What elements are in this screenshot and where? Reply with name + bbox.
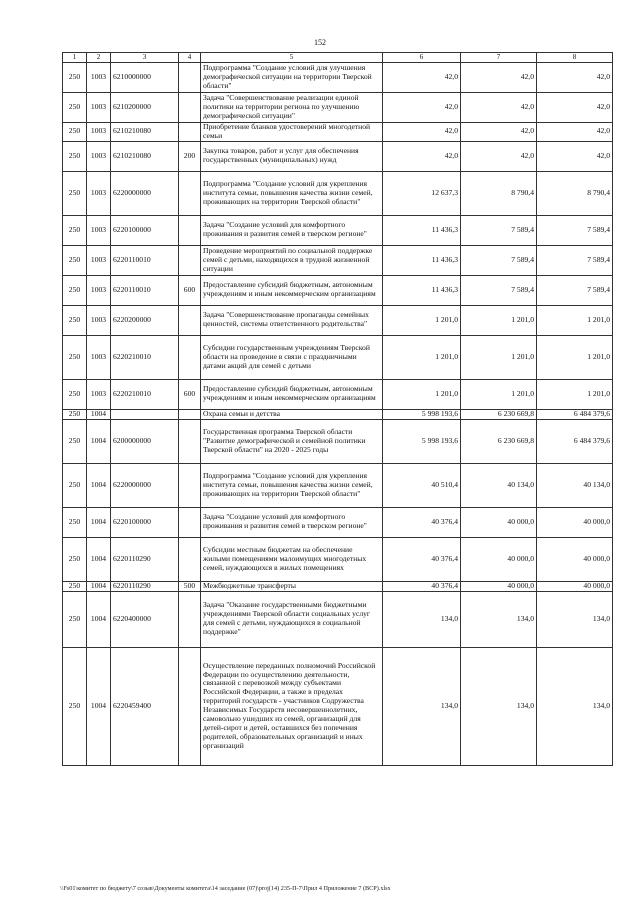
amount-col8-cell: 40 134,0	[537, 463, 613, 507]
amount-col6-cell: 134,0	[383, 591, 461, 647]
target-article-cell: 6220110290	[111, 581, 179, 591]
table-row	[63, 63, 613, 93]
amount-col7-cell: 42,0	[461, 123, 537, 142]
table-row	[63, 305, 613, 335]
item-name-cell: Государственная программа Тверской области "Развитие демографической и семейной политики Тверской области" на 2020 - 2025 годы	[201, 419, 383, 463]
admin-code-cell: 250	[63, 409, 87, 419]
amount-col8-cell: 1 201,0	[537, 335, 613, 379]
expense-type-cell: 500	[179, 581, 201, 591]
amount-col6-cell: 40 376,4	[383, 507, 461, 537]
item-name-cell: Осуществление переданных полномочий Российской Федерации по осуществлению деятельности, связанной с перевозкой между субъектами Российской Федерации, а также в пределах территорий государств - участников Содружества Независимых Государств несовершеннолетних, самовольно ушедших из семей, организаций для детей-сирот и детей, оставшихся без попечения родителей, образовательных организаций и иных организаций	[201, 647, 383, 765]
amount-col6-cell: 40 376,4	[383, 537, 461, 581]
amount-col7-cell: 40 000,0	[461, 507, 537, 537]
amount-col7-cell: 40 000,0	[461, 581, 537, 591]
section-code-cell: 1004	[87, 591, 111, 647]
target-article-cell: 6220210010	[111, 335, 179, 379]
expense-type-cell: 600	[179, 275, 201, 305]
item-name-cell: Закупка товаров, работ и услуг для обеспечения государственных (муниципальных) нужд	[201, 141, 383, 171]
admin-code-cell: 250	[63, 171, 87, 215]
target-article-cell: 6220000000	[111, 463, 179, 507]
amount-col8-cell: 6 484 379,6	[537, 409, 613, 419]
item-name-cell: Межбюджетные трансферты	[201, 581, 383, 591]
amount-col8-cell: 8 790,4	[537, 171, 613, 215]
amount-col7-cell: 1 201,0	[461, 305, 537, 335]
admin-code-cell: 250	[63, 141, 87, 171]
section-code-cell: 1004	[87, 409, 111, 419]
target-article-cell: 6220459400	[111, 647, 179, 765]
admin-code-cell: 250	[63, 379, 87, 409]
amount-col8-cell: 134,0	[537, 591, 613, 647]
expense-type-cell	[179, 537, 201, 581]
table-row	[63, 275, 613, 305]
amount-col8-cell: 7 589,4	[537, 215, 613, 245]
amount-col7-cell: 7 589,4	[461, 245, 537, 275]
header-cell: 6	[383, 53, 461, 63]
admin-code-cell: 250	[63, 647, 87, 765]
amount-col6-cell: 42,0	[383, 123, 461, 142]
amount-col7-cell: 40 000,0	[461, 537, 537, 581]
amount-col7-cell: 7 589,4	[461, 215, 537, 245]
budget-table	[62, 52, 613, 766]
item-name-cell: Задача "Совершенствование реализации единой политики на территории региона по улучшению демографической ситуации"	[201, 93, 383, 123]
item-name-cell: Подпрограмма "Создание условий для укрепления института семьи, повышения качества жизни семей, проживающих на территории Тверской области"	[201, 171, 383, 215]
section-code-cell: 1003	[87, 245, 111, 275]
table-row	[63, 215, 613, 245]
table-row	[63, 335, 613, 379]
target-article-cell: 6220210010	[111, 379, 179, 409]
expense-type-cell	[179, 591, 201, 647]
section-code-cell: 1003	[87, 123, 111, 142]
table-row	[63, 591, 613, 647]
amount-col7-cell: 134,0	[461, 591, 537, 647]
section-code-cell: 1004	[87, 581, 111, 591]
admin-code-cell: 250	[63, 419, 87, 463]
amount-col8-cell: 42,0	[537, 141, 613, 171]
amount-col7-cell: 1 201,0	[461, 379, 537, 409]
admin-code-cell: 250	[63, 305, 87, 335]
target-article-cell: 6220200000	[111, 305, 179, 335]
item-name-cell: Предоставление субсидий бюджетным, автономным учреждениям и иным некоммерческим организациям	[201, 379, 383, 409]
item-name-cell: Предоставление субсидий бюджетным, автономным учреждениям и иным некоммерческим организациям	[201, 275, 383, 305]
expense-type-cell	[179, 463, 201, 507]
table-row	[63, 409, 613, 419]
target-article-cell: 6210210080	[111, 141, 179, 171]
header-row	[63, 53, 613, 63]
amount-col6-cell: 5 998 193,6	[383, 409, 461, 419]
amount-col7-cell: 40 134,0	[461, 463, 537, 507]
amount-col6-cell: 5 998 193,6	[383, 419, 461, 463]
target-article-cell	[111, 409, 179, 419]
table-row	[63, 419, 613, 463]
table-row	[63, 93, 613, 123]
amount-col7-cell: 7 589,4	[461, 275, 537, 305]
amount-col6-cell: 1 201,0	[383, 305, 461, 335]
amount-col7-cell: 42,0	[461, 141, 537, 171]
table-row	[63, 171, 613, 215]
admin-code-cell: 250	[63, 335, 87, 379]
admin-code-cell: 250	[63, 245, 87, 275]
expense-type-cell	[179, 507, 201, 537]
header-cell: 2	[87, 53, 111, 63]
expense-type-cell	[179, 63, 201, 93]
admin-code-cell: 250	[63, 123, 87, 142]
amount-col7-cell: 134,0	[461, 647, 537, 765]
section-code-cell: 1004	[87, 537, 111, 581]
amount-col8-cell: 1 201,0	[537, 379, 613, 409]
amount-col6-cell: 11 436,3	[383, 275, 461, 305]
section-code-cell: 1003	[87, 305, 111, 335]
item-name-cell: Задача "Совершенствование пропаганды семейных ценностей, системы ответственного родительства"	[201, 305, 383, 335]
amount-col7-cell: 42,0	[461, 63, 537, 93]
amount-col7-cell: 6 230 669,8	[461, 409, 537, 419]
table-row	[63, 647, 613, 765]
amount-col8-cell: 1 201,0	[537, 305, 613, 335]
table-row	[63, 123, 613, 142]
header-cell: 4	[179, 53, 201, 63]
table-row	[63, 245, 613, 275]
expense-type-cell	[179, 409, 201, 419]
amount-col8-cell: 42,0	[537, 93, 613, 123]
section-code-cell: 1003	[87, 93, 111, 123]
section-code-cell: 1004	[87, 647, 111, 765]
section-code-cell: 1003	[87, 171, 111, 215]
section-code-cell: 1003	[87, 215, 111, 245]
target-article-cell: 6210000000	[111, 63, 179, 93]
target-article-cell: 6220110010	[111, 245, 179, 275]
amount-col6-cell: 40 510,4	[383, 463, 461, 507]
header-cell: 3	[111, 53, 179, 63]
expense-type-cell	[179, 245, 201, 275]
header-cell: 8	[537, 53, 613, 63]
amount-col8-cell: 6 484 379,6	[537, 419, 613, 463]
header-cell: 7	[461, 53, 537, 63]
table-row	[63, 581, 613, 591]
amount-col8-cell: 7 589,4	[537, 275, 613, 305]
item-name-cell: Задача "Создание условий для комфортного проживания и развития семей в тверском регионе"	[201, 507, 383, 537]
expense-type-cell	[179, 419, 201, 463]
item-name-cell: Задача "Создание условий для комфортного проживания и развития семей в тверском регионе"	[201, 215, 383, 245]
amount-col8-cell: 7 589,4	[537, 245, 613, 275]
target-article-cell: 6210210080	[111, 123, 179, 142]
amount-col8-cell: 40 000,0	[537, 507, 613, 537]
amount-col6-cell: 40 376,4	[383, 581, 461, 591]
target-article-cell: 6220110290	[111, 537, 179, 581]
admin-code-cell: 250	[63, 507, 87, 537]
amount-col6-cell: 134,0	[383, 647, 461, 765]
amount-col8-cell: 40 000,0	[537, 537, 613, 581]
amount-col6-cell: 42,0	[383, 63, 461, 93]
amount-col6-cell: 42,0	[383, 93, 461, 123]
amount-col6-cell: 11 436,3	[383, 245, 461, 275]
amount-col6-cell: 11 436,3	[383, 215, 461, 245]
target-article-cell: 6220100000	[111, 215, 179, 245]
expense-type-cell	[179, 647, 201, 765]
amount-col6-cell: 1 201,0	[383, 335, 461, 379]
file-path-footer: \\Fs01\комитет по бюджету\7 созыв\Документы комитета\14 заседание (07)\proj(14) 235-П-7\Прил 4 Приложение 7 (ВСР).xlsx	[60, 885, 391, 892]
admin-code-cell: 250	[63, 93, 87, 123]
expense-type-cell	[179, 93, 201, 123]
item-name-cell: Подпрограмма "Создание условий для улучшения демографической ситуации на территории Тверской области"	[201, 63, 383, 93]
amount-col6-cell: 42,0	[383, 141, 461, 171]
item-name-cell: Задача "Оказание государственными бюджетными учреждениями Тверской области социальных услуг для семей с детьми, нуждающихся в социальной поддержке"	[201, 591, 383, 647]
section-code-cell: 1003	[87, 379, 111, 409]
table-row	[63, 463, 613, 507]
expense-type-cell	[179, 305, 201, 335]
amount-col8-cell: 134,0	[537, 647, 613, 765]
admin-code-cell: 250	[63, 537, 87, 581]
item-name-cell: Проведение мероприятий по социальной поддержке семей с детьми, находящихся в трудной жизненной ситуации	[201, 245, 383, 275]
header-cell: 1	[63, 53, 87, 63]
admin-code-cell: 250	[63, 591, 87, 647]
target-article-cell: 6200000000	[111, 419, 179, 463]
target-article-cell: 6220100000	[111, 507, 179, 537]
item-name-cell: Охрана семьи и детства	[201, 409, 383, 419]
table-row	[63, 537, 613, 581]
amount-col6-cell: 12 637,3	[383, 171, 461, 215]
table-row	[63, 141, 613, 171]
amount-col7-cell: 6 230 669,8	[461, 419, 537, 463]
admin-code-cell: 250	[63, 463, 87, 507]
amount-col6-cell: 1 201,0	[383, 379, 461, 409]
section-code-cell: 1004	[87, 507, 111, 537]
expense-type-cell	[179, 335, 201, 379]
item-name-cell: Подпрограмма "Создание условий для укрепления института семьи, повышения качества жизни семей, проживающих на территории Тверской области"	[201, 463, 383, 507]
section-code-cell: 1004	[87, 463, 111, 507]
amount-col7-cell: 1 201,0	[461, 335, 537, 379]
section-code-cell: 1004	[87, 419, 111, 463]
amount-col8-cell: 42,0	[537, 123, 613, 142]
admin-code-cell: 250	[63, 275, 87, 305]
target-article-cell: 6220400000	[111, 591, 179, 647]
expense-type-cell: 600	[179, 379, 201, 409]
section-code-cell: 1003	[87, 63, 111, 93]
expense-type-cell	[179, 215, 201, 245]
admin-code-cell: 250	[63, 215, 87, 245]
amount-col8-cell: 42,0	[537, 63, 613, 93]
header-cell: 5	[201, 53, 383, 63]
expense-type-cell	[179, 171, 201, 215]
item-name-cell: Субсидии местным бюджетам на обеспечение жилыми помещениями малоимущих многодетных семей, нуждающихся в жилых помещениях	[201, 537, 383, 581]
amount-col7-cell: 42,0	[461, 93, 537, 123]
item-name-cell: Приобретение бланков удостоверений многодетной семьи	[201, 123, 383, 142]
section-code-cell: 1003	[87, 335, 111, 379]
page-number: 152	[314, 38, 326, 47]
target-article-cell: 6220110010	[111, 275, 179, 305]
table-row	[63, 379, 613, 409]
admin-code-cell: 250	[63, 63, 87, 93]
amount-col7-cell: 8 790,4	[461, 171, 537, 215]
section-code-cell: 1003	[87, 275, 111, 305]
item-name-cell: Субсидии государственным учреждениям Тверской области на проведение в связи с праздничными датами акций для семей с детьми	[201, 335, 383, 379]
table-row	[63, 507, 613, 537]
admin-code-cell: 250	[63, 581, 87, 591]
target-article-cell: 6220000000	[111, 171, 179, 215]
expense-type-cell: 200	[179, 141, 201, 171]
amount-col8-cell: 40 000,0	[537, 581, 613, 591]
expense-type-cell	[179, 123, 201, 142]
target-article-cell: 6210200000	[111, 93, 179, 123]
section-code-cell: 1003	[87, 141, 111, 171]
